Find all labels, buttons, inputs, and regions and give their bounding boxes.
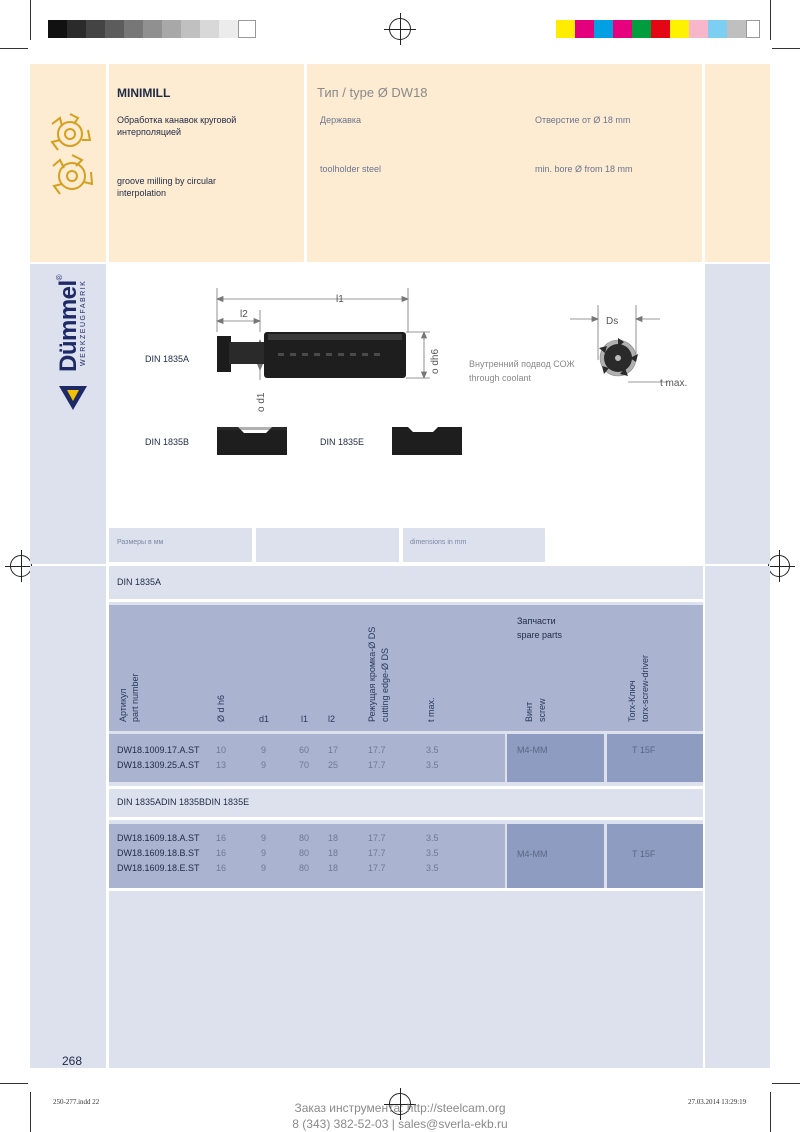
brand-logo: Dümmel®	[55, 274, 82, 372]
table-left-margin	[30, 566, 106, 1068]
part-number: DW18.1309.25.A.ST	[117, 760, 200, 770]
cell-dh6: 16	[216, 848, 227, 858]
cell-d1: 9	[261, 863, 267, 873]
file-info: 250-277.indd 22	[53, 1098, 100, 1106]
bore-en: min. bore Ø from 18 mm	[535, 164, 633, 174]
holder-ru: Державка	[320, 115, 362, 125]
cell-l2: 18	[328, 833, 339, 843]
registration-mark-left	[10, 555, 32, 577]
spare-ru: Запчасти	[517, 616, 556, 626]
table-bottom-divider	[109, 888, 703, 891]
spare-en: spare parts	[517, 630, 563, 640]
col-key-en: torx-screw-driver	[640, 654, 650, 722]
label-din-1835e: DIN 1835E	[320, 437, 365, 447]
spare-a-screw-bg	[507, 734, 604, 782]
cell-l1: 80	[299, 833, 310, 843]
holder-en: toolholder steel	[320, 164, 382, 174]
cell-ds: 17.7	[368, 848, 386, 858]
col-ds-ru: Режущая кромка-Ø DS	[367, 626, 377, 722]
cell-d1: 9	[261, 760, 267, 770]
right-sidebar	[705, 264, 770, 564]
page-number: 268	[62, 1054, 83, 1068]
cell-tmax: 3.5	[426, 833, 439, 843]
screw-a: M4-MM	[517, 745, 548, 755]
cell-l1: 80	[299, 863, 310, 873]
cell-l2: 18	[328, 848, 339, 858]
brand-triangle-icon	[57, 384, 89, 412]
part-number: DW18.1609.18.E.ST	[117, 863, 200, 873]
section-a-bar	[109, 566, 703, 602]
col-d1: d1	[259, 714, 270, 724]
dim-l1: l1	[336, 294, 344, 305]
cell-tmax: 3.5	[426, 760, 439, 770]
cell-l2: 25	[328, 760, 339, 770]
cell-ds: 17.7	[368, 745, 386, 755]
coolant-ru: Внутренний подвод СОЖ	[469, 359, 575, 369]
screw-b: M4-MM	[517, 849, 548, 859]
cell-ds: 17.7	[368, 863, 386, 873]
cell-tmax: 3.5	[426, 745, 439, 755]
col-screw-ru: Винт	[524, 701, 534, 722]
registration-mark-right	[768, 555, 790, 577]
dim-ds: Ds	[606, 316, 619, 327]
contact-line[interactable]: 8 (343) 382-52-03 | sales@sverla-ekb.ru	[292, 1117, 508, 1131]
rows-a-bg	[109, 734, 505, 782]
key-b: T 15F	[632, 849, 656, 859]
dim-l2: l2	[240, 309, 248, 320]
part-number: DW18.1609.18.A.ST	[117, 833, 200, 843]
label-din-1835a: DIN 1835A	[145, 354, 190, 364]
col-l1: l1	[301, 714, 309, 724]
brand-name: Dümmel	[55, 280, 82, 372]
col-dh6: Ø d h6	[216, 694, 226, 722]
units-ru: Размеры в мм	[117, 539, 164, 546]
header-divider-mid	[304, 64, 307, 262]
tool-e-shape	[392, 427, 462, 455]
part-number: DW18.1609.18.B.ST	[117, 848, 200, 858]
col-tmax: t max.	[426, 697, 436, 722]
spare-a-key-bg	[607, 734, 703, 782]
dim-dh6: o dh6	[430, 348, 441, 374]
units-box-mid	[256, 528, 399, 562]
cell-d1: 9	[261, 833, 267, 843]
brand-sub: WERKZEUGFABRIK	[80, 279, 87, 366]
cell-l1: 60	[299, 745, 310, 755]
col-screw-en: screw	[537, 698, 547, 722]
tool-drawing	[108, 270, 704, 470]
cell-tmax: 3.5	[426, 848, 439, 858]
cell-tmax: 3.5	[426, 863, 439, 873]
cell-d1: 9	[261, 745, 267, 755]
cell-dh6: 16	[216, 863, 227, 873]
key-a: T 15F	[632, 745, 656, 755]
cell-dh6: 10	[216, 745, 227, 755]
col-article-ru: Артикул	[118, 688, 128, 722]
section-a-label: DIN 1835A	[117, 577, 162, 587]
insert-side-view	[599, 338, 638, 376]
bore-ru: Отверстие от Ø 18 mm	[535, 115, 631, 125]
dim-tmax: t max.	[660, 378, 688, 389]
units-en: dimensions in mm	[410, 539, 467, 546]
cutter-icon	[44, 108, 100, 200]
date-info: 27.03.2014 13:29:19	[688, 1098, 747, 1106]
coolant-en: through coolant	[469, 373, 532, 383]
label-din-1835b: DIN 1835B	[145, 437, 190, 447]
col-key-ru: Torx-Ключ	[627, 680, 637, 722]
tool-a-shape	[217, 332, 406, 378]
cell-l2: 17	[328, 745, 339, 755]
description-ru: Обработка канавок круговой интерполяцией	[117, 115, 237, 137]
header-divider-right	[702, 64, 705, 262]
cell-l1: 80	[299, 848, 310, 858]
cell-dh6: 16	[216, 833, 227, 843]
col-article-en: part number	[130, 673, 140, 722]
product-title: MINIMILL	[117, 86, 171, 100]
registration-mark-top	[389, 18, 411, 40]
cell-ds: 17.7	[368, 760, 386, 770]
cell-d1: 9	[261, 848, 267, 858]
description-en: groove milling by circular interpolation	[117, 176, 217, 198]
cell-l2: 18	[328, 863, 339, 873]
type-title: Тип / type Ø DW18	[317, 85, 428, 100]
cell-l1: 70	[299, 760, 310, 770]
table-right-margin	[705, 566, 770, 1068]
header-divider-left	[106, 64, 109, 262]
cell-dh6: 13	[216, 760, 227, 770]
part-number: DW18.1009.17.A.ST	[117, 745, 200, 755]
dim-d1: o d1	[256, 392, 267, 412]
col-l2: l2	[328, 714, 336, 724]
cell-ds: 17.7	[368, 833, 386, 843]
order-link[interactable]: Заказ инструмента: http://steelcam.org	[294, 1101, 506, 1115]
section-b-label: DIN 1835ADIN 1835BDIN 1835E	[117, 797, 250, 807]
col-ds-en: cutting edge-Ø DS	[380, 647, 390, 722]
tool-b-shape	[217, 427, 287, 455]
